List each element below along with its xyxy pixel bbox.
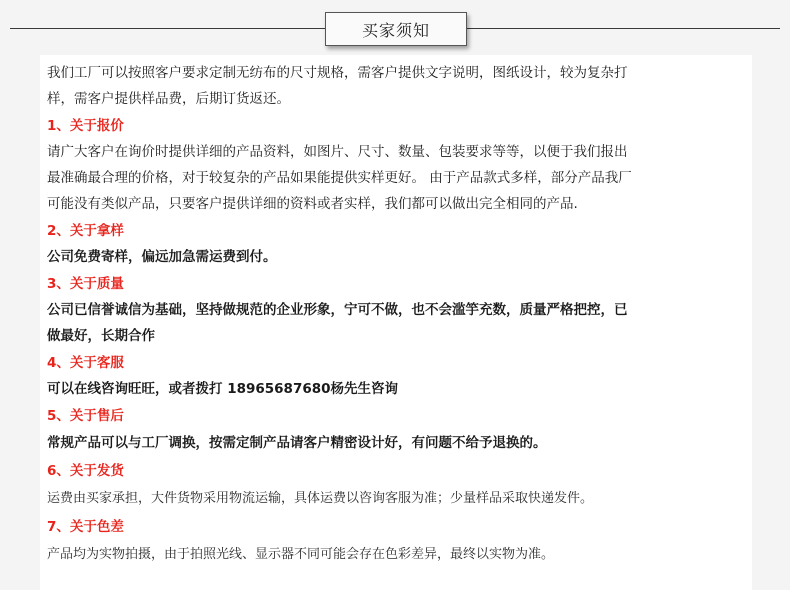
section-heading-color: 7、关于色差	[47, 519, 124, 535]
section-body-samples	[47, 244, 750, 270]
body-line: 请广大客户在询价时提供详细的产品资料，如图片、尺寸、数量、包装要求等等，以便于我们报出	[47, 144, 628, 160]
section-body-shipping	[47, 486, 750, 512]
section-heading-aftersales: 5、关于售后	[47, 408, 124, 424]
body-line: 做最好，长期合作	[47, 328, 155, 344]
header-divider-left	[10, 28, 328, 29]
page-title-text: 买家须知	[361, 20, 430, 40]
body-line: 最准确最合理的价格，对于较复杂的产品如果能提供实样更好。 由于产品款式多样，部分产品我厂	[47, 170, 632, 186]
body-line: 公司免费寄样，偏远加急需运费到付。	[47, 249, 277, 265]
section-body-pricing	[47, 139, 750, 217]
page-title	[325, 12, 467, 46]
section-heading-shipping: 6、关于发货	[47, 463, 124, 479]
section-body-service	[47, 376, 750, 402]
body-line: 常规产品可以与工厂调换，按需定制产品请客户精密设计好，有问题不给予退换的。	[47, 435, 547, 451]
section-body-color	[47, 542, 750, 568]
intro-paragraph	[47, 60, 750, 112]
section-heading-samples: 2、关于拿样	[47, 223, 124, 239]
intro-line: 我们工厂可以按照客户要求定制无纺布的尺寸规格，需客户提供文字说明，图纸设计，较为复杂打	[47, 65, 628, 81]
header-divider-right	[464, 28, 780, 29]
section-body-aftersales	[47, 430, 750, 456]
section-heading-quality: 3、关于质量	[47, 276, 124, 292]
section-heading-pricing: 1、关于报价	[47, 118, 124, 134]
body-line: 公司已信誉诚信为基础，坚持做规范的企业形象，宁可不做，也不会滥竽充数，质量严格把控，已	[47, 302, 628, 318]
body-line: 可以在线咨询旺旺，或者拨打 18965687680杨先生咨询	[47, 381, 399, 397]
section-heading-service: 4、关于客服	[47, 355, 124, 371]
intro-line: 样，需客户提供样品费，后期订货返还。	[47, 91, 290, 107]
body-line: 运费由买家承担，大件货物采用物流运输，具体运费以咨询客服为准；少量样品采取快递发件。	[47, 491, 594, 506]
body-line: 可能没有类似产品，只要客户提供详细的资料或者实样，我们都可以做出完全相同的产品.	[47, 196, 578, 212]
section-body-quality	[47, 297, 750, 349]
body-line: 产品均为实物拍摄，由于拍照光线、显示器不同可能会存在色彩差异，最终以实物为准。	[47, 547, 555, 562]
